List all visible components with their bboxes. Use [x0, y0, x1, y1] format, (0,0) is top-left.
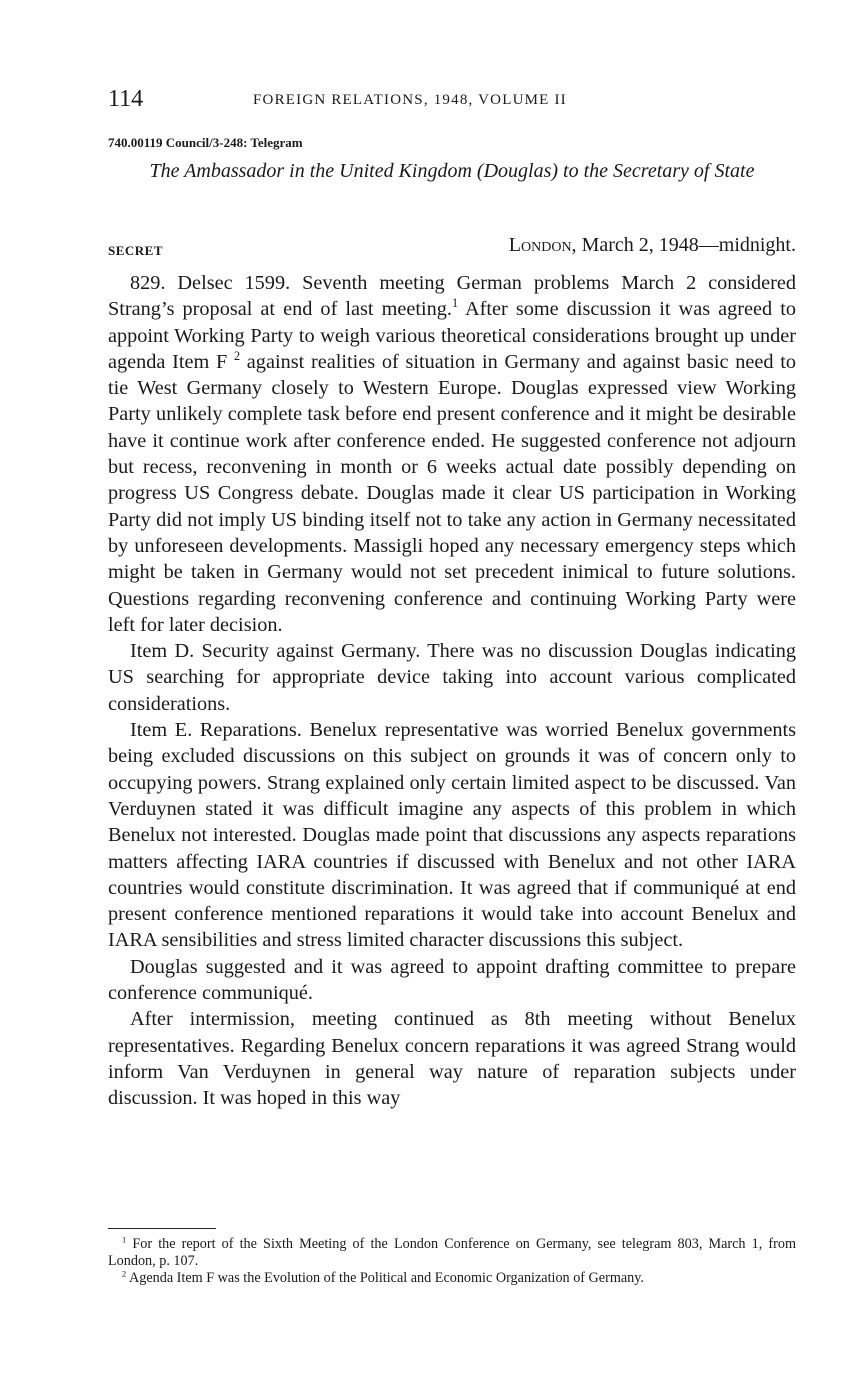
file-reference: 740.00119 Council/3-248: Telegram [108, 135, 303, 150]
telegram-body [108, 270, 796, 1112]
paragraph-5: After intermission, meeting continued as 8th meeting without Benelux representatives. Regarding Benelux concern reparations it was agreed Strang would inform Van Verduynen in general way nature of reparation subjects under discussion. It was hoped in this way [108, 1008, 796, 1110]
footnote-divider [108, 1228, 216, 1229]
document-title: The Ambassador in the United Kingdom (Douglas) to the Secretary of State [149, 160, 755, 182]
paragraph-1 [108, 270, 796, 638]
dateline [509, 234, 796, 257]
running-head [108, 86, 796, 116]
footnote-ref-1: 1 [451, 296, 459, 311]
dateline-place: London, [508, 234, 577, 256]
running-title: FOREIGN RELATIONS, 1948, VOLUME II [253, 92, 567, 108]
footnote-1-text: For the report of the Sixth Meeting of the London Conference on Germany, see telegram 803, March 1, from London, p. 107. [108, 1236, 796, 1269]
footnote-2-text: Agenda Item F was the Evolution of the Political and Economic Organization of Germany. [129, 1270, 644, 1286]
classification-label: SECRET [108, 243, 164, 258]
dateline-date: March 2, 1948—midnight. [576, 234, 796, 256]
footnotes [108, 1236, 796, 1287]
footnote-2-mark: 2 [122, 1268, 127, 1279]
paragraph-1-part-c: against realities of situation in Germany and against basic need to tie West Germany closely to Western Europe. Douglas expressed view Working Party unlikely complete task before end present conference and it might be desirable have it continue work after conference ended. He suggested conference not adjourn but recess, reconvening in month or 6 weeks actual date possibly depending on progress US Congress debate. Douglas made it clear US participation in Working Party did not imply US binding itself not to take any action in Germany necessitated by unforeseen developments. Massigli hoped any necessary emergency steps which might be taken in Germany would not set precedent inimical to future solutions. Questions regarding reconvening conference and continuing Working Party were left for later decision. [108, 350, 796, 636]
paragraph-2: Item D. Security against Germany. There was no discussion Douglas indicating US searching for appropriate device taking into account various complicated considerations. [108, 640, 796, 715]
paragraph-1-part-a: 829. Delsec 1599. Seventh meeting German problems March 2 considered Strang’s proposal at end of last meeting. [108, 272, 796, 321]
paragraph-1-part-b: After some discussion it was agreed to appoint Working Party to weigh various theoretical considerations brought up under agenda Item F [108, 298, 796, 373]
footnote-ref-2: 2 [234, 349, 241, 364]
footnote-2 [108, 1270, 796, 1287]
page-number: 114 [108, 86, 144, 112]
footnote-1 [108, 1236, 796, 1270]
footnote-1-mark: 1 [122, 1234, 127, 1245]
paragraph-3: Item E. Reparations. Benelux representative was worried Benelux governments being excluded discussions on this subject on grounds it was of concern only to occupying powers. Strang explained only certain limited aspect to be discussed. Van Verduynen stated it was difficult imagine any aspects of this problem in which Benelux not interested. Douglas made point that discussions any aspects reparations matters affecting IARA countries if discussed with Benelux and not other IARA countries would constitute discrimination. It was agreed that if communiqué at end present conference mentioned reparations it would take into account Benelux and IARA sensibilities and stress limited character discussions this subject. [108, 719, 796, 952]
paragraph-4: Douglas suggested and it was agreed to appoint drafting committee to prepare conference communiqué. [108, 955, 796, 1005]
